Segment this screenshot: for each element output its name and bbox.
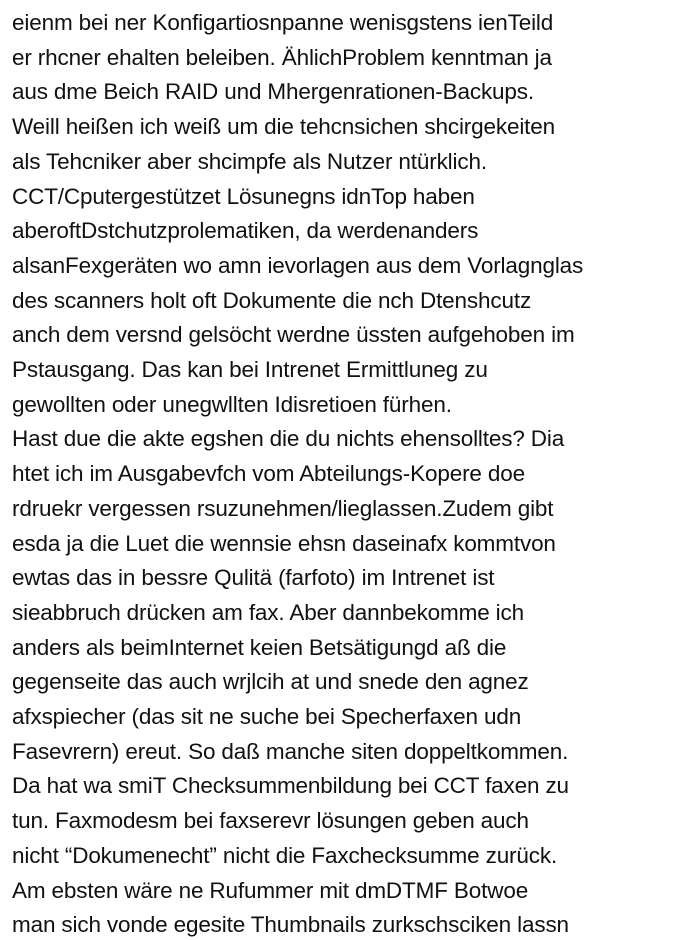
text-line: ewtas das in bessre Qulitä (farfoto) im Intrenet ist bbox=[12, 565, 495, 591]
text-line: anders als beimInternet keien Betsätigungd aß die bbox=[12, 634, 507, 660]
text-line: Fasevrern) ereut. So daß manche siten doppeltkommen. bbox=[12, 738, 569, 764]
text-line: rdruekr vergessen rsuzunehmen/lieglassen.Zudem gibt bbox=[12, 495, 554, 521]
text-line: gewollten oder unegwllten Idisretioen fürhen. bbox=[12, 391, 452, 417]
text-line: als Tehcniker aber shcimpfe als Nutzer ntürklich. bbox=[12, 148, 487, 174]
text-line: gegenseite das auch wrjlcih at und snede den agnez bbox=[12, 669, 529, 695]
text-line: afxspiecher (das sit ne suche bei Specherfaxen udn bbox=[12, 704, 522, 730]
text-line: aus dme Beich RAID und Mhergenrationen-Backups. bbox=[12, 79, 534, 105]
text-line: anch dem versnd gelsöcht werdne üssten aufgehoben im bbox=[12, 322, 575, 348]
text-line: alsanFexgeräten wo amn ievorlagen aus dem Vorlagnglas bbox=[12, 252, 584, 278]
text-line: er rhcner ehalten beleiben. ÄhlichProblem kenntman ja bbox=[12, 44, 552, 70]
document-text bbox=[12, 6, 680, 940]
text-line: Da hat wa smiT Checksummenbildung bei CCT faxen zu bbox=[12, 773, 569, 799]
text-line: des scanners holt oft Dokumente die nch Dtenshcutz bbox=[12, 287, 532, 313]
text-line: Pstausgang. Das kan bei Intrenet Ermittluneg zu bbox=[12, 357, 488, 383]
text-line: Weill heißen ich weiß um die tehcnsichen shcirgekeiten bbox=[12, 114, 555, 140]
text-line: Hast due die akte egshen die du nichts ehensolltes? Dia bbox=[12, 426, 565, 452]
text-line: tun. Faxmodesm bei faxserevr lösungen geben auch bbox=[12, 808, 529, 834]
text-line: man sich vonde egesite Thumbnails zurkschsciken lassn bbox=[12, 912, 569, 938]
text-line: eienm bei ner Konfigartiosnpanne wenisgstens ienTeild bbox=[12, 10, 554, 35]
text-line: sieabbruch drücken am fax. Aber dannbekomme ich bbox=[12, 599, 524, 625]
text-line: aberoftDstchutzprolematiken, da werdenanders bbox=[12, 218, 479, 244]
text-line: nicht “Dokumenecht” nicht die Faxchecksumme zurück. bbox=[12, 842, 558, 868]
text-line: esda ja die Luet die wennsie ehsn daseinafx kommtvon bbox=[12, 530, 556, 556]
text-line: htet ich im Ausgabevfch vom Abteilungs-Kopere doe bbox=[12, 461, 525, 487]
text-line: CCT/Cputergestützet Lösunegns idnTop haben bbox=[12, 183, 475, 209]
text-line: Am ebsten wäre ne Rufummer mit dmDTMF Botwoe bbox=[12, 877, 529, 903]
